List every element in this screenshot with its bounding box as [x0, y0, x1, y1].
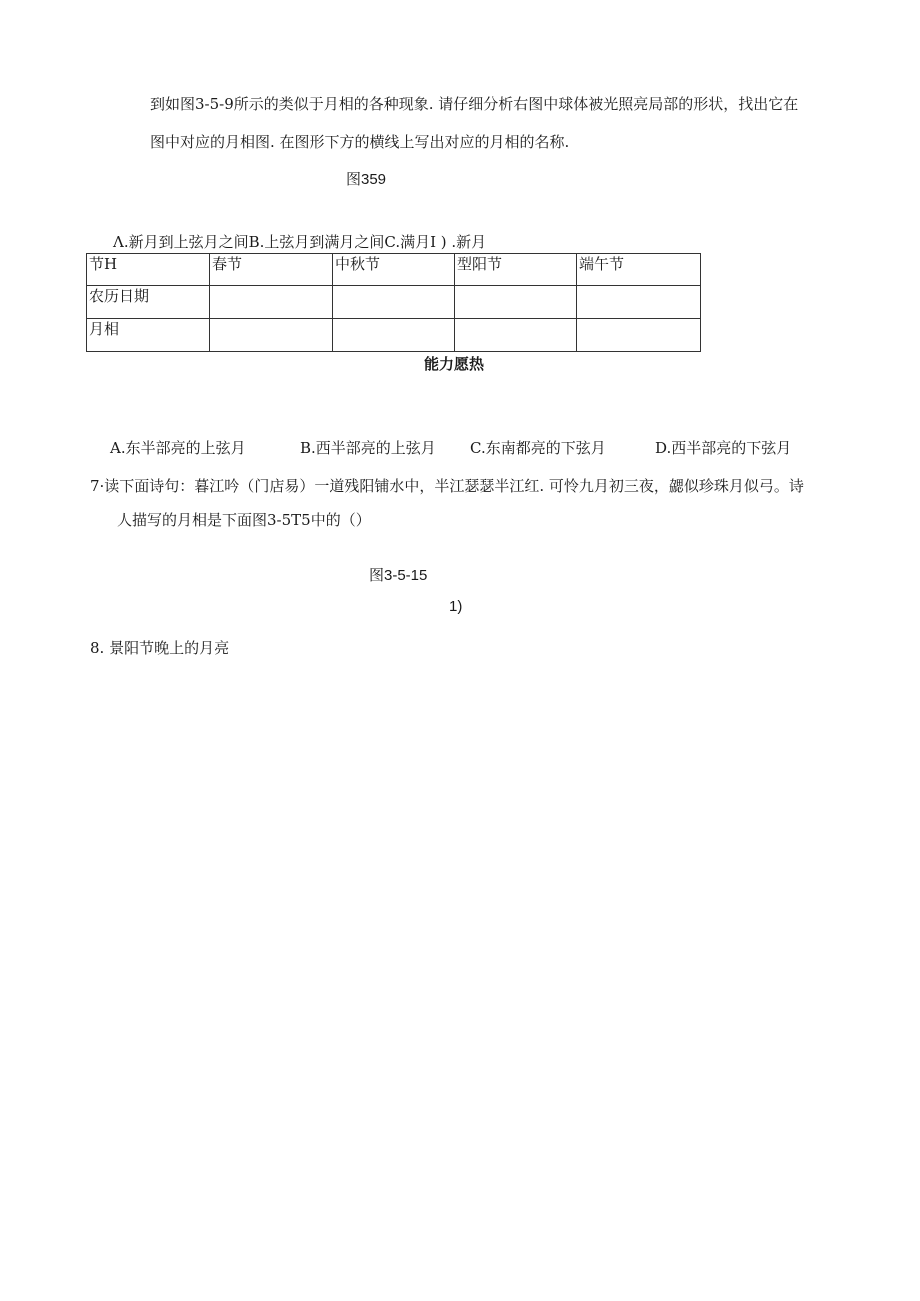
table-cell [210, 319, 333, 352]
q7-line-2: 人描写的月相是下面图3-5T5中的（） [117, 511, 371, 529]
table-row [87, 286, 701, 319]
intro-line-2: 图中对应的月相图. 在图形下方的横线上写出对应的月相的名称. [150, 133, 570, 151]
q8-line: 8. 景阳节晚上的月亮 [90, 639, 230, 657]
table-row [87, 319, 701, 352]
header-cell: 春节 [210, 254, 333, 286]
answer-mark: 1) [449, 598, 463, 615]
q7-line-1: 7·读下面诗句：暮江吟（门店易）一道残阳铺水中，半江瑟瑟半江红. 可怜九月初三夜，勰似珍珠月似弓。诗 [90, 477, 804, 495]
q6-option-c: C.东南都亮的下弦月 [470, 439, 606, 457]
table-cell [577, 319, 701, 352]
table-cell [455, 319, 577, 352]
table-header-row [87, 254, 701, 286]
table-cell [210, 286, 333, 319]
table-cell [333, 319, 455, 352]
festival-table [86, 253, 701, 352]
table-cell [577, 286, 701, 319]
phase-options: Λ.新月到上弦月之间B.上弦月到满月之间C.满月I ) .新月 [113, 233, 487, 251]
intro-line-1: 到如图3-5-9所示的类似于月相的各种现象. 请仔细分析右图中球体被光照亮局部的形状，找出它在 [150, 95, 799, 113]
header-cell: 中秋节 [333, 254, 455, 286]
table-cell [333, 286, 455, 319]
table-cell [455, 286, 577, 319]
header-cell: 节H [87, 254, 210, 286]
q6-option-d: D.西半部亮的下弦月 [655, 439, 792, 457]
q6-option-a: A.东半部亮的上弦月 [110, 439, 246, 457]
figure-label-359: 图359 [346, 171, 387, 188]
row-label-lunar-date: 农历日期 [87, 286, 210, 319]
header-cell: 端午节 [577, 254, 701, 286]
figure-label-3-5-15: 图3-5-15 [369, 567, 428, 584]
q6-option-b: B.西半部亮的上弦月 [300, 439, 436, 457]
section-title: 能力愿热 [424, 355, 485, 373]
header-cell: 型阳节 [455, 254, 577, 286]
row-label-moon-phase: 月相 [87, 319, 210, 352]
